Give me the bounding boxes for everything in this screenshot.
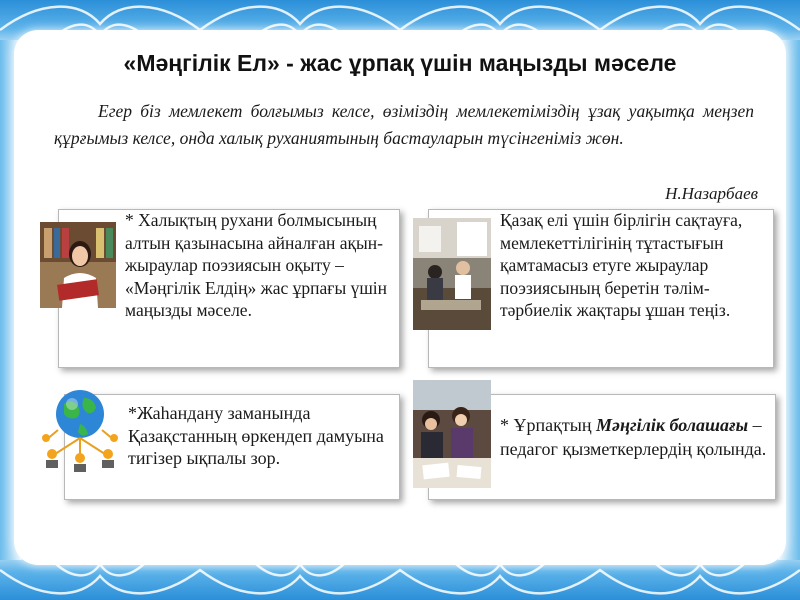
- card-3-text: *Жаһандану заманында Қазақстанның өркендеп дамуына тигізер ықпалы зор.: [128, 403, 384, 468]
- quote-author: Н.Назарбаев: [665, 184, 758, 203]
- card-4-text: [500, 413, 768, 461]
- teachers-meeting-photo: [413, 380, 491, 488]
- quote-text: Егер біз мемлекет болғымыз келсе, өзіміздің мемлекетіміздің ұзақ уақытқа меңзеп құрғымыз келсе, онда халық руханиятының бастауларын түсінгеніміз жөн.: [54, 101, 754, 148]
- teacher-photo: [40, 222, 116, 308]
- card-4-prefix: * Ұрпақтың: [500, 415, 596, 435]
- globe-network-icon: [40, 380, 120, 472]
- card-4-suffix: – педагог қызметкерлердің қолында.: [500, 415, 767, 459]
- slide-title: «Мәңгілік Ел» - жас ұрпақ үшін маңызды мәселе: [123, 50, 677, 76]
- card-2-text: Қазақ елі үшін бірлігін сақтауға, мемлекеттілігінің тұтастығын қамтамасыз етуге жыраулар поэзиясының беретін тәлім-тәрбиелік жақтары ұшан теңіз.: [500, 210, 743, 320]
- classroom-photo: [413, 218, 491, 330]
- card-4-highlight: Мәңгілік болашағы: [595, 415, 749, 435]
- card-1-text: * Халықтың рухани болмысының алтын қазынасына айналған ақын-жыраулар поэзиясын оқыту – «Мәңгілік Елдің» жас ұрпағы үшін маңызды мәселе.: [125, 210, 388, 320]
